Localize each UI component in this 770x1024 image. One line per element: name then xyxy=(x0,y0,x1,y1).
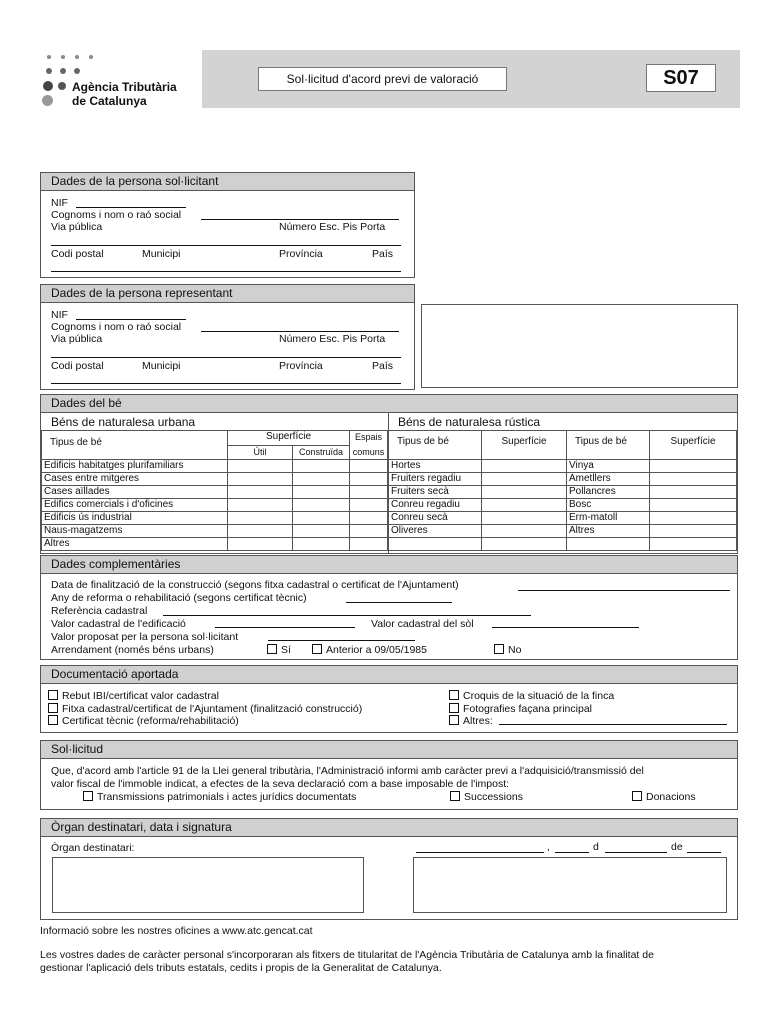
rustica-row-label: Altres xyxy=(567,525,650,538)
area-cell[interactable] xyxy=(228,538,293,551)
municipi-label: Municipi xyxy=(142,248,181,260)
util-header: Útil xyxy=(228,446,293,460)
solicitud-text-line2: valor fiscal de l'immoble indicat, a efectes de la seva declaració com a base imposable de l'impost: xyxy=(51,778,510,790)
urbana-row-label: Cases aïllades xyxy=(42,486,228,499)
representant-heading: Dades de la persona representant xyxy=(41,285,414,303)
be-heading: Dades del bé xyxy=(41,395,737,413)
rustica-row-label: Vinya xyxy=(567,460,650,473)
table-row xyxy=(42,460,388,473)
any-reforma-field[interactable] xyxy=(346,602,452,603)
rustica-row-label: Conreu secà xyxy=(389,512,482,525)
address-field[interactable] xyxy=(51,271,401,272)
area-cell[interactable] xyxy=(650,538,737,551)
altres-field[interactable] xyxy=(499,724,727,725)
area-cell[interactable] xyxy=(350,512,388,525)
area-cell[interactable] xyxy=(350,473,388,486)
area-cell[interactable] xyxy=(293,499,350,512)
area-cell[interactable] xyxy=(350,525,388,538)
privacy-line2: gestionar l'aplicació dels tributs estatals, cedits i propis de la Generalitat de Catalunya. xyxy=(40,962,442,974)
nif-field[interactable] xyxy=(76,319,186,320)
via-label: Via pública xyxy=(51,333,103,345)
area-cell[interactable] xyxy=(350,486,388,499)
si-checkbox[interactable]: Sí xyxy=(267,644,291,656)
solicitant-heading: Dades de la persona sol·licitant xyxy=(41,173,414,191)
area-cell[interactable] xyxy=(482,512,567,525)
organ-destinatari-box[interactable] xyxy=(52,857,364,913)
rustica-row-label: Ametllers xyxy=(567,473,650,486)
logo-dot-icon xyxy=(74,68,80,74)
rustica-row-label: Pollancres xyxy=(567,486,650,499)
area-cell[interactable] xyxy=(482,460,567,473)
area-cell[interactable] xyxy=(482,473,567,486)
valor-edificacio-label: Valor cadastral de l'edificació xyxy=(51,618,186,630)
provincia-label: Província xyxy=(279,248,323,260)
privacy-line1: Les vostres dades de caràcter personal s'incorporaran als fitxers de titularitat de l'Agència Tributària de Catalunya amb la finalitat de xyxy=(40,949,654,961)
rustica-row-label: Conreu regadiu xyxy=(389,499,482,512)
valor-proposat-field[interactable] xyxy=(268,640,415,641)
area-cell[interactable] xyxy=(350,460,388,473)
year-field[interactable] xyxy=(687,852,721,853)
valor-sol-label: Valor cadastral del sòl xyxy=(371,618,474,630)
tipus-header: Tipus de bé xyxy=(567,431,650,460)
table-row xyxy=(42,473,388,486)
codi-postal-label: Codi postal xyxy=(51,248,104,260)
urbana-row-label: Naus-magatzems xyxy=(42,525,228,538)
superficie-header: Superfície xyxy=(650,431,737,460)
area-cell[interactable] xyxy=(228,525,293,538)
rustica-row-label: Erm-matoll xyxy=(567,512,650,525)
area-cell[interactable] xyxy=(650,512,737,525)
nif-field[interactable] xyxy=(76,207,186,208)
checkbox-icon xyxy=(267,644,277,654)
area-cell[interactable] xyxy=(482,538,567,551)
area-cell[interactable] xyxy=(293,486,350,499)
urbana-table xyxy=(41,430,388,551)
registration-stamp-box xyxy=(421,304,738,388)
numero-label: Número Esc. Pis Porta xyxy=(279,333,386,345)
area-cell[interactable] xyxy=(350,538,388,551)
tipus-header: Tipus de bé xyxy=(42,431,228,460)
area-cell[interactable] xyxy=(228,473,293,486)
donacions-checkbox[interactable]: Donacions xyxy=(632,791,696,803)
espais-header: Espais xyxy=(350,431,388,446)
form-code: S07 xyxy=(646,64,716,92)
provincia-label: Província xyxy=(279,360,323,372)
agency-name-line1: Agència Tributària xyxy=(72,80,177,94)
table-row xyxy=(42,512,388,525)
document-checkbox[interactable]: Certificat tècnic (reforma/rehabilitació) xyxy=(48,715,239,727)
rustica-row-label: Fruiters regadiu xyxy=(389,473,482,486)
transmissions-checkbox[interactable]: Transmissions patrimonials i actes jurídics documentats xyxy=(83,791,356,803)
area-cell[interactable] xyxy=(482,486,567,499)
comma-text: , xyxy=(547,841,550,853)
area-cell[interactable] xyxy=(293,512,350,525)
pais-label: País xyxy=(372,360,394,372)
organ-label: Òrgan destinatari: xyxy=(51,842,135,854)
area-cell[interactable] xyxy=(228,460,293,473)
arrendament-label: Arrendament (només béns urbans) xyxy=(51,644,214,656)
logo-dot-icon xyxy=(60,68,66,74)
logo-dot-icon xyxy=(46,68,52,74)
logo-dot-icon xyxy=(58,82,66,90)
nif-label: NIF xyxy=(51,309,68,321)
area-cell[interactable] xyxy=(650,499,737,512)
logo-dot-icon xyxy=(47,55,51,59)
documentacio-section xyxy=(40,665,738,733)
comuns-header: comuns xyxy=(350,446,388,460)
rustica-row-label: Bosc xyxy=(567,499,650,512)
rustica-row-label xyxy=(389,538,482,551)
area-cell[interactable] xyxy=(293,525,350,538)
area-cell[interactable] xyxy=(293,473,350,486)
successions-checkbox[interactable]: Successions xyxy=(450,791,523,803)
tipus-header: Tipus de bé xyxy=(389,431,482,460)
logo-dot-icon xyxy=(61,55,65,59)
rustica-row-label: Fruiters secà xyxy=(389,486,482,499)
de-text: de xyxy=(671,841,683,853)
cognoms-label: Cognoms i nom o raó social xyxy=(51,209,182,221)
d-text: d xyxy=(593,841,599,853)
solicitud-text-line1: Que, d'acord amb l'article 91 de la Llei general tributària, l'Administració informi amb caràcter previ a l'adquisició/transmissió del xyxy=(51,765,644,777)
data-finalitzacio-field[interactable] xyxy=(518,590,730,591)
table-row xyxy=(42,538,388,551)
superficie-header: Superfície xyxy=(482,431,567,460)
pais-label: País xyxy=(372,248,394,260)
rustica-table xyxy=(388,430,737,551)
agency-name-line2: de Catalunya xyxy=(72,94,147,108)
rustica-row-label: Hortes xyxy=(389,460,482,473)
logo-dot-icon xyxy=(42,95,53,106)
document-checkbox[interactable]: Croquis de la situació de la finca xyxy=(449,690,614,702)
table-row xyxy=(389,512,737,525)
table-row xyxy=(389,473,737,486)
logo-dot-icon xyxy=(43,81,53,91)
area-cell[interactable] xyxy=(350,499,388,512)
month-field[interactable] xyxy=(605,852,667,853)
no-checkbox[interactable]: No xyxy=(494,644,521,656)
urbana-row-label: Altres xyxy=(42,538,228,551)
website-link[interactable]: www.atc.gencat.cat xyxy=(222,925,313,937)
via-field[interactable] xyxy=(51,245,401,246)
area-cell[interactable] xyxy=(482,525,567,538)
urbana-row-label: Cases entre mitgeres xyxy=(42,473,228,486)
via-label: Via pública xyxy=(51,221,103,233)
any-reforma-label: Any de reforma o rehabilitació (segons certificat tècnic) xyxy=(51,592,307,604)
organ-section xyxy=(40,818,738,920)
via-field[interactable] xyxy=(51,357,401,358)
solicitud-heading: Sol·licitud xyxy=(41,741,737,759)
numero-label: Número Esc. Pis Porta xyxy=(279,221,386,233)
cognoms-label: Cognoms i nom o raó social xyxy=(51,321,182,333)
rustica-row-label xyxy=(567,538,650,551)
area-cell[interactable] xyxy=(650,460,737,473)
organ-heading: Òrgan destinatari, data i signatura xyxy=(41,819,737,837)
area-cell[interactable] xyxy=(650,525,737,538)
logo-dot-icon xyxy=(75,55,79,59)
table-row xyxy=(389,460,737,473)
checkbox-icon xyxy=(449,715,459,725)
urbana-row-label: Edificis ús industrial xyxy=(42,512,228,525)
checkbox-icon xyxy=(83,791,93,801)
referencia-field[interactable] xyxy=(163,615,531,616)
municipi-label: Municipi xyxy=(142,360,181,372)
address-field[interactable] xyxy=(51,383,401,384)
solicitud-section xyxy=(40,740,738,810)
document-checkbox[interactable]: Fotografies façana principal xyxy=(449,703,592,715)
form-title: Sol·licitud d'acord previ de valoració xyxy=(258,67,507,91)
table-row xyxy=(42,486,388,499)
table-row xyxy=(389,525,737,538)
documentacio-heading: Documentació aportada xyxy=(41,666,737,684)
checkbox-icon xyxy=(312,644,322,654)
checkbox-icon xyxy=(494,644,504,654)
area-cell[interactable] xyxy=(482,499,567,512)
cognoms-field[interactable] xyxy=(201,219,399,220)
checkbox-icon xyxy=(632,791,642,801)
checkbox-icon xyxy=(449,690,459,700)
table-row xyxy=(42,499,388,512)
info-line: Informació sobre les nostres oficines a www.atc.gencat.cat xyxy=(40,925,313,937)
codi-postal-label: Codi postal xyxy=(51,360,104,372)
referencia-label: Referència cadastral xyxy=(51,605,148,617)
table-row xyxy=(389,486,737,499)
checkbox-icon xyxy=(450,791,460,801)
complementaries-section xyxy=(40,555,738,660)
rustica-title: Béns de naturalesa rústica xyxy=(398,415,541,429)
rustica-row-label: Oliveres xyxy=(389,525,482,538)
checkbox-icon xyxy=(48,715,58,725)
nif-label: NIF xyxy=(51,197,68,209)
complementaries-heading: Dades complementàries xyxy=(41,556,737,574)
signature-box[interactable] xyxy=(413,857,727,913)
logo-dot-icon xyxy=(89,55,93,59)
area-cell[interactable] xyxy=(650,473,737,486)
superficie-header: Superfície xyxy=(228,431,350,446)
urbana-title: Béns de naturalesa urbana xyxy=(51,415,196,429)
area-cell[interactable] xyxy=(650,486,737,499)
place-field[interactable] xyxy=(416,852,544,853)
checkbox-icon xyxy=(48,703,58,713)
document-checkbox[interactable]: Fitxa cadastral/certificat de l'Ajuntament (finalització construcció) xyxy=(48,703,362,715)
table-row xyxy=(389,499,737,512)
area-cell[interactable] xyxy=(228,486,293,499)
representant-section xyxy=(40,284,415,390)
table-row xyxy=(42,525,388,538)
area-cell[interactable] xyxy=(293,538,350,551)
construida-header: Construïda xyxy=(293,446,350,460)
checkbox-icon xyxy=(48,690,58,700)
data-finalitzacio-label: Data de finalització de la construcció (segons fitxa cadastral o certificat de l'Ajuntament) xyxy=(51,579,459,591)
valor-proposat-label: Valor proposat per la persona sol·licitant xyxy=(51,631,239,643)
document-checkbox[interactable]: Rebut IBI/certificat valor cadastral xyxy=(48,690,219,702)
solicitant-section xyxy=(40,172,415,278)
checkbox-icon xyxy=(449,703,459,713)
area-cell[interactable] xyxy=(228,499,293,512)
table-row xyxy=(389,538,737,551)
anterior-checkbox[interactable]: Anterior a 09/05/1985 xyxy=(312,644,427,656)
area-cell[interactable] xyxy=(293,460,350,473)
urbana-row-label: Edificis habitatges plurifamiliars xyxy=(42,460,228,473)
document-checkbox[interactable]: Altres: xyxy=(449,715,493,727)
day-field[interactable] xyxy=(555,852,589,853)
valor-edificacio-field[interactable] xyxy=(215,627,355,628)
cognoms-field[interactable] xyxy=(201,331,399,332)
urbana-row-label: Edifics comercials i d'oficines xyxy=(42,499,228,512)
area-cell[interactable] xyxy=(228,512,293,525)
valor-sol-field[interactable] xyxy=(492,627,639,628)
